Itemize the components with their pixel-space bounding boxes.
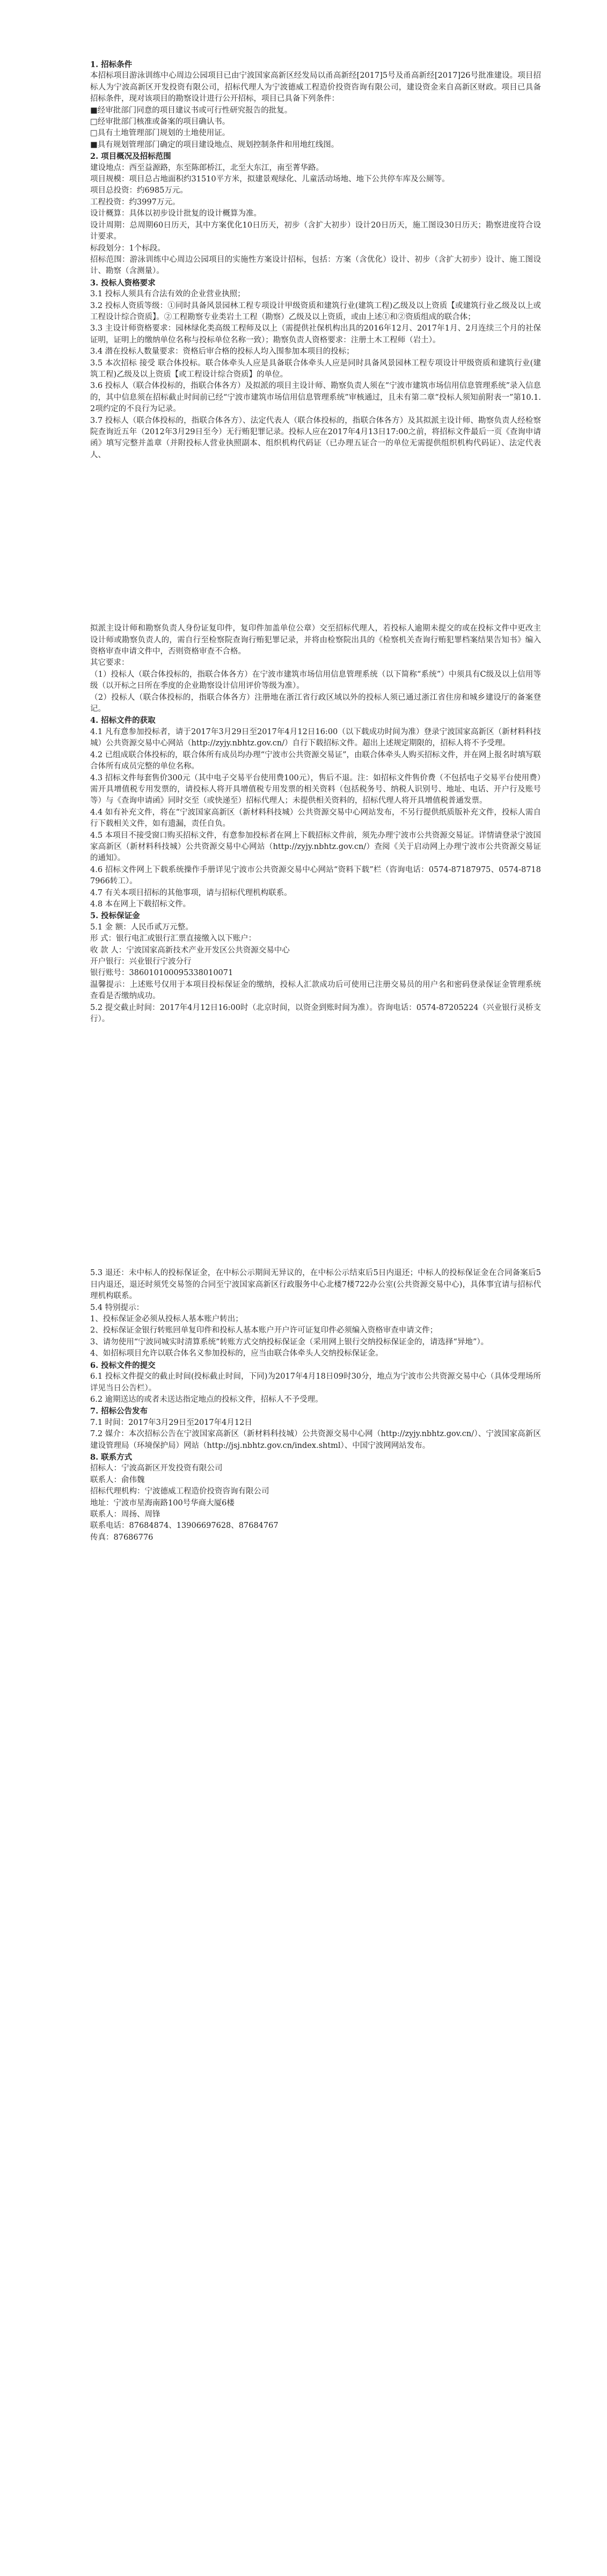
paragraph: 5.3 退还：未中标人的投标保证金，在中标公示期间无异议的，在中标公示结束后5日内退还；中标人的投标保证金在合同备案后5日内退还，退还时须凭交易签的合同至宁波国家高新区行政服务中心北楼7楼722办公室(公共资源交易中心)，具体事宜请与招标代理机构联系。 — [90, 1269, 541, 1301]
paragraph: 温馨提示：上述账号仅用于本项目投标保证金的缴纳，投标人汇款成功后可使用已注册交易员的用户名和密码登录保证金管理系统查看是否缴纳成功。 — [90, 980, 541, 1001]
blank-space — [90, 461, 541, 623]
blank-space — [90, 1025, 541, 1268]
paragraph: 招标人：宁波高新区开发投资有限公司 — [90, 1464, 223, 1473]
paragraph: 3.1 投标人须具有合法有效的企业营业执照； — [90, 290, 245, 299]
paragraph: （2）投标人（联合体投标的，指联合体各方）注册地在浙江省行政区域以外的投标人须已通过浙江省住房和城乡建设厅的备案登记。 — [90, 693, 541, 714]
paragraph: 4.1 凡有意参加投标者，请于2017年3月29日至2017年4月12日16:00（以下载成功时间为准）登录宁波国家高新区（新材料科技城）公共资源交易中心网站（http://zyjy.nbhtz.gov.cn/）自行下载招标文件。超出上述规定期限的，招标人将不予受理。 — [90, 727, 541, 748]
section-heading: 7. 招标公告发布 — [90, 1407, 148, 1416]
paragraph: 联系电话：87684874、13906697628、87684767 — [90, 1521, 279, 1531]
paragraph: 建设地点：西至益源路，东至陈郎桥江，北至大东江，南至菁华路。 — [90, 163, 324, 172]
section-heading: 5. 投标保证金 — [90, 911, 140, 921]
announcement-body — [90, 59, 541, 1543]
section-heading: 4. 招标文件的获取 — [90, 716, 156, 726]
paragraph: 4.7 有关本项目招标的其他事项，请与招标代理机构联系。 — [90, 888, 292, 897]
paragraph: □经审批部门核准或备案的项目确认书。 — [90, 118, 230, 127]
paragraph: □具有土地管理部门规划的土地使用证。 — [90, 129, 230, 138]
paragraph: 3、请勿使用“宁波同城实时清算系统”转账方式交纳投标保证金（采用网上银行交纳投标保证金的，请选择“异地”）。 — [90, 1337, 489, 1346]
paragraph: ■具有规划管理部门确定的项目建设地点、规划控制条件和用地红线图。 — [90, 140, 339, 149]
paragraph: 3.3 主设计师资格要求：园林绿化类高级工程师及以上（需提供社保机构出具的2016年12月、2017年1月、2月连续三个月的社保证明，证明上的缴纳单位名称与投标单位名称一致）；勘察负责人资格要求：注册土木工程师（岩土）。 — [90, 324, 541, 345]
paragraph: 项目规模：项目总占地面积约31510平方米，拟建景观绿化、儿童活动场地、地下公共停车库及公厕等。 — [90, 175, 450, 184]
paragraph: 1、投标保证金必须从投标人基本账户转出； — [90, 1315, 243, 1324]
paragraph: 3.7 投标人（联合体投标的，指联合体各方）、法定代表人（联合体投标的，指联合体各方）及其拟派主设计师、勘察负责人经检察院查询近五年（2012年3月29日至今）无行贿犯罪记录。投标人应在2017年4月13日17:00之前，将招标文件最后一页《查询申请函》填写完整并盖章（并附投标人营业执照副本、组织机构代码证（已办理五证合一的单位无需提供组织机构代码证）、法定代表人、 — [90, 416, 541, 459]
paragraph: 4、如招标项目允许以联合体名义参加投标的，应当由联合体牵头人交纳投标保证金。 — [90, 1349, 383, 1358]
paragraph: 4.6 招标文件网上下载系统操作手册详见宁波市公共资源交易中心网站“资料下载”栏（咨询电话：0574-87187975、0574-87187966转工）。 — [90, 865, 541, 886]
paragraph: 4.5 本项目不接受窗口购买招标文件，有意参加投标者在网上下载招标文件前，须先办理宁波市公共资源交易证。详情请登录宁波国家高新区（新材料科技城）公共资源交易中心网站（http://zyjy.nbhtz.gov.cn/）查阅《关于启动网上办理宁波市公共资源交易证的通知》。 — [90, 831, 541, 863]
paragraph: 4.2 已组成联合体投标的，联合体所有成员均办理“宁波市公共资源交易证”，由联合体牵头人购买招标文件，并在网上报名时填写联合体所有成员完整的单位名称。 — [90, 750, 541, 771]
paragraph: 5.4 特别提示： — [90, 1303, 144, 1312]
paragraph: 设计周期：总周期60日历天，其中方案优化10日历天，初步（含扩大初步）设计20日历天，施工图设30日历天；勘察进度符合设计要求。 — [90, 221, 541, 241]
paragraph: 项目总投资：约6985万元。 — [90, 186, 188, 195]
paragraph: 地址：宁波市星海南路100号华商大厦6楼 — [90, 1498, 235, 1507]
paragraph: 本招标项目游泳训练中心周边公园项目已由宁波国家高新区经发局以甬高新经[2017]5号及甬高新经[2017]26号批准建设。项目招标人为宁波高新区开发投资有限公司，招标代理人为宁波德威工程造价投资咨询有限公司，建设资金来自高新区财政。项目已具备招标条件，现对该项目的勘察设计进行公开招标，项目已具备下列条件： — [90, 71, 541, 104]
paragraph: 7.1 时间：2017年3月29日至2017年4月12日 — [90, 1418, 252, 1427]
paragraph: 形 式：银行电汇或银行汇票直接缴入以下账户： — [90, 934, 257, 943]
paragraph: 3.6 投标人（联合体投标的，指联合体各方）及拟派的项目主设计师、勘察负责人须在“宁波市建筑市场信用信息管理系统”录入信息的，其中信息须在招标截止时间前已经“宁波市建筑市场信用信息管理系统”审核通过，且未有第二章“投标人须知前附表一”第10.1.2项约定的不良行为记录。 — [90, 382, 541, 414]
paragraph: 3.5 本次招标 接受 联合体投标。联合体牵头人应是具备联合体牵头人应是同时具备风景园林工程专项设计甲级资质和建筑行业(建筑工程)乙级及以上资质【或工程设计综合资质】的单位。 — [90, 358, 541, 379]
paragraph: 3.2 投标人资质等级：①同时具备风景园林工程专项设计甲级资质和建筑行业(建筑工程)乙级及以上资质【或建筑行业乙级及以上或工程设计综合资质】。②工程勘察专业类岩土工程（勘察）乙级及以上资质，或由上述①和②资质组成的联合体； — [90, 301, 541, 321]
paragraph: 招标范围：游泳训练中心周边公园项目的实施性方案设计招标，包括：方案（含优化）设计、初步（含扩大初步）设计、施工图设计、勘察（含测量）。 — [90, 255, 541, 276]
section-heading: 6. 投标文件的提交 — [90, 1360, 156, 1370]
paragraph: 招标代理机构：宁波德威工程造价投资咨询有限公司 — [90, 1487, 269, 1496]
paragraph: 6.1 投标文件提交的截止时间(投标截止时间，下同)为2017年4月18日09时30分，地点为宁波市公共资源交易中心（具体受理场所详见当日公告栏）。 — [90, 1372, 541, 1393]
paragraph: 联系人：周扬、周锋 — [90, 1510, 160, 1519]
paragraph: 4.3 招标文件每套售价300元（其中电子交易平台使用费100元），售后不退。注：如招标文件售价费（不包括电子交易平台使用费）需开具增值税专用发票的，请投标人将开具增值税专用发票的相关资料（包括税务号、纳税人识别号、地址、电话、开户行及账号等）与《查询申请函》同时交至（或快递至）招标代理人；未提供相关资料的，招标代理人将开具增值税普通发票。 — [90, 773, 541, 806]
section-heading: 2. 项目概况及招标范围 — [90, 152, 171, 162]
paragraph: 5.2 提交截止时间：2017年4月12日16:00时（北京时间，以资金到账时间为准）。咨询电话：0574-87205224（兴业银行灵桥支行）。 — [90, 1003, 541, 1024]
paragraph: 拟派主设计师和勘察负责人身份证复印件，复印件加盖单位公章）交至招标代理人，若投标人逾期未提交的或在投标文件中更改主设计师或勘察负责人的，需自行至检察院查询行贿犯罪记录，并将由检察院出具的《检察机关查询行贿犯罪档案结果告知书》编入资格审查申请文件中，否则资格审查不合格。 — [90, 624, 541, 656]
paragraph: 7.2 媒介：本次招标公告在宁波国家高新区（新材料科技城）公共资源交易中心网（http://zyjy.nbhtz.gov.cn/）、宁波国家高新区建设管理局（环境保护局）网站（http://jsj.nbhtz.gov.cn/index.shtml）、中国宁波网网站发布。 — [90, 1430, 541, 1450]
section-heading: 8. 联系方式 — [90, 1452, 133, 1462]
paragraph: 3.4 潜在投标人数量要求：资格后审合格的投标人均入围参加本项目的投标； — [90, 347, 354, 356]
paragraph: 2、投标保证金银行转账回单复印件和投标人基本账户开户许可证复印件必须编入资格审查申请文件； — [90, 1326, 438, 1335]
paragraph: 标段划分：1个标段。 — [90, 244, 165, 253]
paragraph: （1）投标人（联合体投标的，指联合体各方）在宁波市建筑市场信用信息管理系统（以下简称“系统”）中须具有C级及以上信用等级（以开标之日所在季度的企业勘察设计信用评价等级为准）。 — [90, 670, 541, 691]
paragraph: 联系人：俞伟魏 — [90, 1475, 145, 1484]
paragraph: 传真：87686776 — [90, 1533, 153, 1542]
paragraph: 5.1 金 额：人民币贰万元整。 — [90, 923, 193, 932]
paragraph: 4.4 如有补充文件，将在“宁波国家高新区（新材料科技城）公共资源交易中心网站发布，不另行提供纸质版补充文件，投标人需自行下载相关文件，如有遗漏，责任自负。 — [90, 808, 541, 829]
paragraph: 收 款 人：宁波国家高新技术产业开发区公共资源交易中心 — [90, 946, 290, 955]
paragraph: 6.2 逾期送达的或者未送达指定地点的投标文件，招标人不予受理。 — [90, 1395, 323, 1404]
paragraph: 银行账号：386010100095338010071 — [90, 969, 233, 978]
section-heading: 3. 投标人资格要求 — [90, 278, 156, 288]
paragraph: 4.8 本在网上下载招标文件。 — [90, 899, 191, 909]
paragraph: 工程投资：约3997万元。 — [90, 197, 180, 207]
section-heading: 1. 招标条件 — [90, 60, 133, 69]
paragraph: ■经审批部门同意的项目建议书或可行性研究报告的批复。 — [90, 106, 292, 115]
paragraph: 设计概算：具体以初步设计批复的设计概算为准。 — [90, 209, 261, 218]
paragraph: 开户银行：兴业银行宁波分行 — [90, 957, 192, 966]
paragraph: 其它要求： — [90, 658, 129, 668]
